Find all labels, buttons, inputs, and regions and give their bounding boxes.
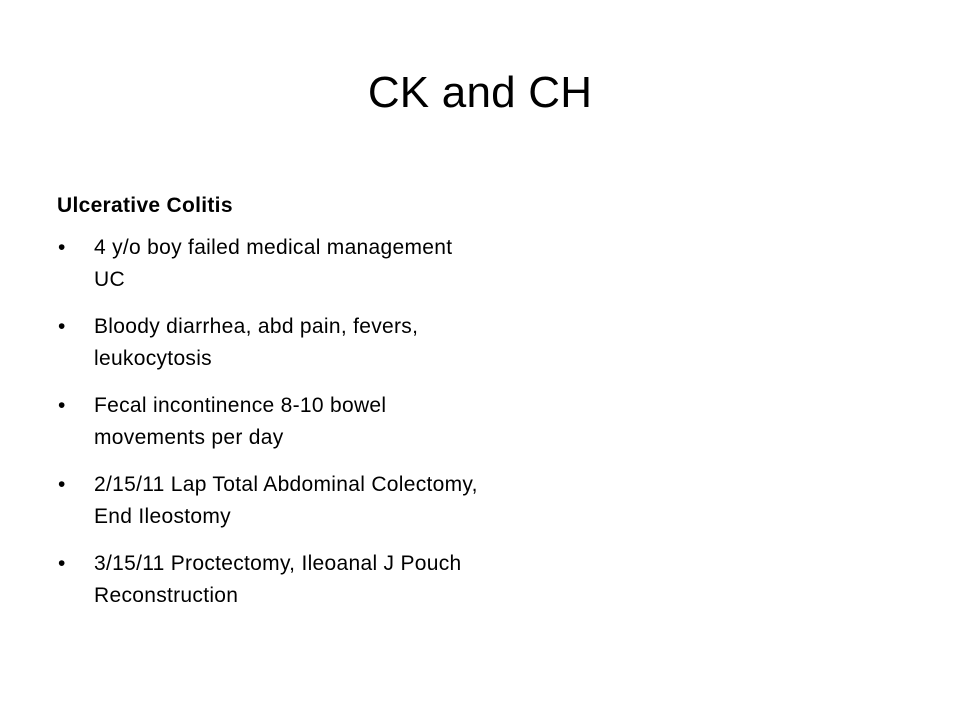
- bullet-list: [57, 232, 487, 627]
- bullet-icon: •: [58, 315, 66, 338]
- bullet-text: Fecal incontinence 8-10 bowel movements per day: [94, 394, 387, 449]
- slide-title: CK and CH: [367, 68, 593, 117]
- bullet-item: [57, 390, 487, 454]
- bullet-text: 4 y/o boy failed medical management UC: [94, 236, 453, 291]
- bullet-item: [57, 548, 487, 612]
- bullet-text: Bloody diarrhea, abd pain, fevers, leukocytosis: [94, 315, 419, 370]
- bullet-icon: •: [58, 552, 66, 575]
- section-heading: Ulcerative Colitis: [57, 194, 233, 217]
- bullet-text: 2/15/11 Lap Total Abdominal Colectomy, End Ileostomy: [94, 473, 478, 528]
- bullet-icon: •: [58, 236, 66, 259]
- bullet-item: [57, 311, 487, 375]
- bullet-item: [57, 469, 487, 533]
- bullet-item: [57, 232, 487, 296]
- bullet-icon: •: [58, 394, 66, 417]
- bullet-text: 3/15/11 Proctectomy, Ileoanal J Pouch Reconstruction: [94, 552, 462, 607]
- bullet-icon: •: [58, 473, 66, 496]
